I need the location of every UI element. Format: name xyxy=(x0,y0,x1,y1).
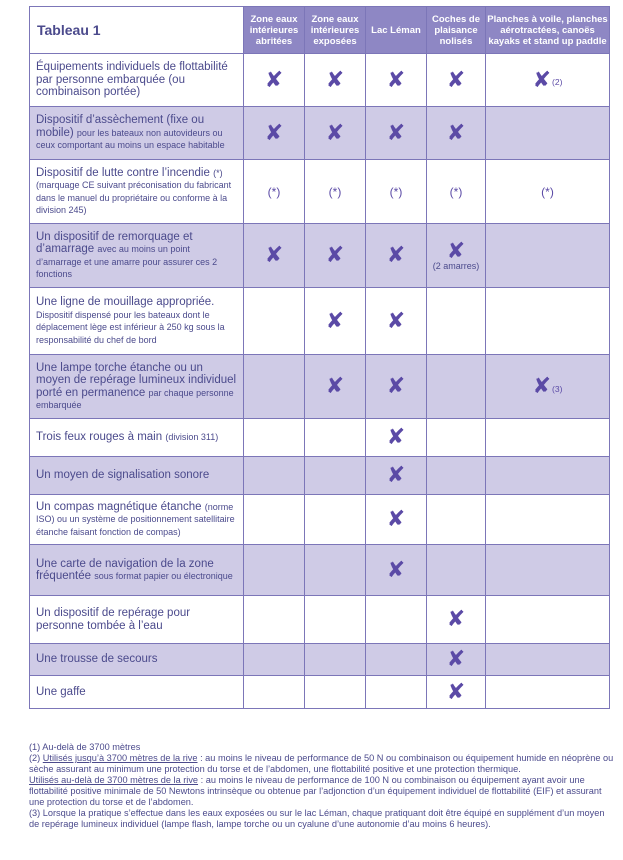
check-cross-icon: ✘ xyxy=(325,307,345,333)
check-cross-icon: ✘ xyxy=(532,66,552,92)
check-cross-icon: ✘ xyxy=(264,66,284,92)
check-cross-icon: ✘ xyxy=(386,242,406,267)
check-cross-icon: ✘ xyxy=(386,119,406,145)
check-cross-icon: ✘ xyxy=(446,119,466,145)
check-cross-icon: ✘ xyxy=(386,307,406,333)
table-row xyxy=(30,596,610,644)
table-cell xyxy=(305,288,366,355)
table-cell xyxy=(427,545,486,596)
table-cell xyxy=(427,107,486,160)
check-cross-icon: ✘ xyxy=(386,373,406,398)
check-cross-icon: ✘ xyxy=(386,556,406,582)
asterisk-mark: (*) xyxy=(267,184,281,199)
check-cross-icon: ✘ xyxy=(446,238,466,263)
table-row xyxy=(30,288,610,355)
check-cross-icon: ✘ xyxy=(386,506,406,531)
table-cell xyxy=(305,495,366,545)
row-label xyxy=(30,160,244,224)
row-label xyxy=(30,54,244,107)
table-cell xyxy=(366,54,427,107)
asterisk-mark: (*) xyxy=(541,184,554,199)
row-label xyxy=(30,419,244,457)
check-cross-icon: ✘ xyxy=(446,66,466,92)
table-cell xyxy=(427,596,486,644)
table-cell xyxy=(244,355,305,419)
table-cell xyxy=(305,107,366,160)
table-cell xyxy=(486,495,610,545)
check-cross-icon: ✘ xyxy=(386,66,406,92)
table-row xyxy=(30,644,610,676)
asterisk-mark: (*) xyxy=(328,184,342,199)
row-label xyxy=(30,545,244,596)
row-label-main: Un dispositif de repérage pour personne tombée à l’eau xyxy=(36,607,191,632)
table-cell xyxy=(244,224,305,288)
row-label xyxy=(30,355,244,419)
table-cell xyxy=(427,224,486,288)
table-cell xyxy=(427,419,486,457)
table-cell xyxy=(366,419,427,457)
row-label xyxy=(30,596,244,644)
table-cell xyxy=(486,288,610,355)
check-cross-icon: ✘ xyxy=(446,678,466,704)
row-label-sub: Dispositif dispensé pour les bateaux dont le déplacement lège est inférieur à 250 kg sous la responsabilité du chef de bord xyxy=(36,309,225,345)
row-label-main: Une gaffe xyxy=(36,685,86,698)
row-label-main: Dispositif de lutte contre l’incendie xyxy=(36,166,210,179)
row-label-main: Une ligne de mouillage appropriée. xyxy=(36,296,215,308)
row-label-main: Un moyen de signalisation sonore xyxy=(36,469,210,482)
check-cross-icon: ✘ xyxy=(386,462,406,487)
table-cell xyxy=(366,457,427,495)
row-label-sub: sous format papier ou électronique xyxy=(94,571,233,581)
table-header-row xyxy=(30,7,610,54)
cell-note: (3) xyxy=(552,383,563,394)
table-cell xyxy=(244,545,305,596)
table-cell xyxy=(486,676,610,709)
table-cell xyxy=(486,545,610,596)
column-header: Planches à voile, planches aérotractées, canoës kayaks et stand up paddle xyxy=(486,7,610,54)
table-cell xyxy=(305,596,366,644)
cell-note: (2) xyxy=(552,77,563,88)
equipment-table xyxy=(29,6,610,709)
footnotes xyxy=(29,742,615,830)
check-cross-icon: ✘ xyxy=(325,119,345,145)
table-cell xyxy=(244,288,305,355)
table-cell xyxy=(366,644,427,676)
table-row xyxy=(30,545,610,596)
table-cell xyxy=(486,457,610,495)
row-label-sub: avec au moins un point d’amarrage et une amarre pour assurer ces 2 fonctions xyxy=(36,244,218,279)
row-label xyxy=(30,457,244,495)
table-cell xyxy=(305,676,366,709)
check-cross-icon: ✘ xyxy=(325,242,345,267)
row-label xyxy=(30,676,244,709)
table-cell xyxy=(244,676,305,709)
row-label-sub: par chaque personne embarquée xyxy=(36,387,234,410)
table-cell xyxy=(486,419,610,457)
check-cross-icon: ✘ xyxy=(325,66,345,92)
table-title: Tableau 1 xyxy=(30,7,244,54)
table-row xyxy=(30,224,610,288)
check-cross-icon: ✘ xyxy=(325,373,345,398)
row-label-main: Une lampe torche étanche ou un moyen de repérage lumineux individuel porté en permanence xyxy=(36,361,237,399)
check-cross-icon: ✘ xyxy=(264,119,284,145)
table-cell xyxy=(366,676,427,709)
check-cross-icon: ✘ xyxy=(446,606,466,631)
table-cell xyxy=(305,54,366,107)
table-cell xyxy=(366,160,427,224)
row-label xyxy=(30,224,244,288)
table-cell xyxy=(366,288,427,355)
row-label-main: Un dispositif de remorquage et d’amarrage xyxy=(36,230,193,255)
table-cell xyxy=(427,457,486,495)
table-cell xyxy=(486,644,610,676)
table-cell xyxy=(244,107,305,160)
table-cell xyxy=(244,495,305,545)
table-cell xyxy=(305,419,366,457)
row-label-main: Équipements individuels de flottabilité par personne embarquée (ou combinaison portée) xyxy=(36,61,228,99)
table-cell xyxy=(244,457,305,495)
row-label-main: Un compas magnétique étanche xyxy=(36,500,202,513)
row-label-main: Une trousse de secours xyxy=(36,653,158,666)
footnote-2: (2) Utilisés jusqu’à 3700 mètres de la rive : au moins le niveau de performance de 50 N ou combinaison ou équipement humide en néoprène ou sèche assurant au minimum une protection du torse et de l’abdomen, une flottabilité positive et une protection thermique. Utilisés au-delà de 3700 mètres de la rive : au moins le niveau de performance de 100 N ou combinaison ou équipement ayant avoir une flottabilité positive minimale de 50 Newtons intrinsèque ou obtenue par l’adjonction d’un équipement individuel de flottabilité (EIF) et assurant une protection du torse et de l’abdomen. xyxy=(29,753,614,807)
table-cell xyxy=(244,54,305,107)
table-cell xyxy=(244,419,305,457)
column-header: Zone eaux intérieures exposées xyxy=(305,7,366,54)
row-label xyxy=(30,288,244,355)
table-row xyxy=(30,495,610,545)
table-cell xyxy=(366,107,427,160)
row-label xyxy=(30,107,244,160)
row-label-main: Trois feux rouges à main xyxy=(36,431,163,444)
check-cross-icon: ✘ xyxy=(386,424,406,449)
table-row xyxy=(30,107,610,160)
table-row xyxy=(30,419,610,457)
row-label xyxy=(30,495,244,545)
table-row xyxy=(30,676,610,709)
table-row xyxy=(30,457,610,495)
row-label-sub: (*) (marquage CE suivant préconisation du fabricant dans le manuel du propriétaire ou conforme à la division 245) xyxy=(36,167,232,215)
table-cell xyxy=(305,545,366,596)
table-cell xyxy=(244,596,305,644)
asterisk-mark: (*) xyxy=(389,184,403,199)
table-cell xyxy=(427,495,486,545)
table-cell xyxy=(244,644,305,676)
row-label-main: Une carte de navigation de la zone fréquentée xyxy=(36,557,214,582)
table-cell xyxy=(486,355,610,419)
table-cell xyxy=(366,495,427,545)
table-row xyxy=(30,54,610,107)
table-cell xyxy=(366,224,427,288)
table-cell xyxy=(244,160,305,224)
table-cell xyxy=(305,160,366,224)
footnote-1: (1) Au-delà de 3700 mètres xyxy=(29,742,141,752)
footnote-3: (3) Lorsque la pratique s’effectue dans les eaux exposées ou sur le lac Léman, chaque pratiquant doit être équipé en supplément d’un moyen de repérage lumineux individuel (lampe flash, lampe torche ou un cyalune d’une autonomie d’au moins 6 heures). xyxy=(29,808,605,829)
asterisk-mark: (*) xyxy=(449,184,463,199)
table-cell xyxy=(427,355,486,419)
column-header: Zone eaux intérieures abritées xyxy=(244,7,305,54)
table-cell xyxy=(366,545,427,596)
row-label xyxy=(30,644,244,676)
row-label-main: Dispositif d’assèchement (fixe ou mobile) xyxy=(36,114,205,139)
table-cell xyxy=(427,288,486,355)
row-label-sub: (division 311) xyxy=(165,432,219,443)
check-cross-icon: ✘ xyxy=(532,373,552,398)
column-header: Coches de plaisance nolisés xyxy=(427,7,486,54)
row-label-sub: (norme ISO) ou un système de positionnement satellitaire étanche faisant fonction de compas) xyxy=(36,501,235,537)
table-cell xyxy=(427,160,486,224)
check-cross-icon: ✘ xyxy=(446,646,466,671)
table-cell xyxy=(305,224,366,288)
table-cell xyxy=(366,355,427,419)
table-cell xyxy=(486,224,610,288)
table-cell xyxy=(427,54,486,107)
table-cell xyxy=(305,457,366,495)
column-header: Lac Léman xyxy=(366,7,427,54)
row-label-sub: pour les bateaux non autovideurs ou ceux comportant au moins un espace habitable xyxy=(36,127,225,151)
table-row xyxy=(30,355,610,419)
table-cell xyxy=(305,355,366,419)
table-cell xyxy=(486,54,610,107)
cell-note: (2 amarres) xyxy=(432,261,480,271)
table-row xyxy=(30,160,610,224)
table-cell xyxy=(486,160,610,224)
table-cell xyxy=(305,644,366,676)
check-cross-icon: ✘ xyxy=(264,242,284,267)
table-cell xyxy=(486,107,610,160)
table-cell xyxy=(427,676,486,709)
table-cell xyxy=(486,596,610,644)
table-cell xyxy=(366,596,427,644)
table-cell xyxy=(427,644,486,676)
